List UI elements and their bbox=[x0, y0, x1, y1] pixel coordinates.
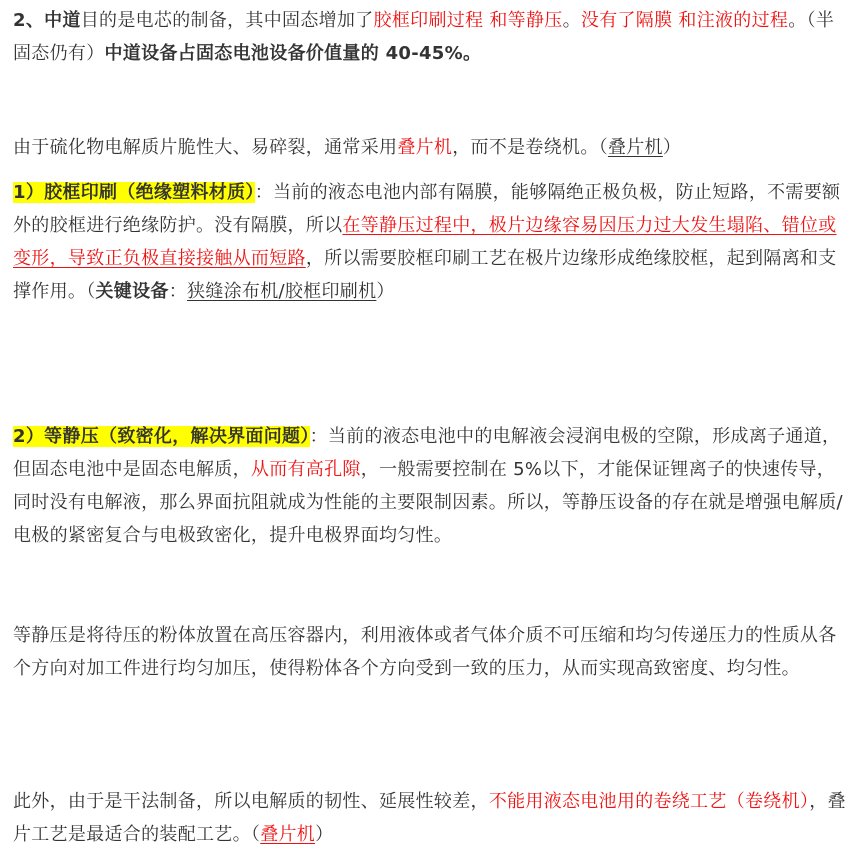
underlined-term: 叠片机 bbox=[607, 137, 663, 158]
paragraph-isostatic-definition bbox=[13, 619, 847, 685]
underlined-term: 狭缝涂布机/胶框印刷机 bbox=[187, 281, 377, 302]
text-segment: 由于硫化物电解质片脆性大、易碎裂，通常采用 bbox=[13, 137, 398, 158]
emphasis-red: 不能用液态电池用的卷绕工艺（卷绕机） bbox=[488, 791, 810, 812]
paragraph-stacking bbox=[13, 131, 847, 164]
text-segment: ，而不是卷绕机。（ bbox=[452, 137, 608, 158]
paragraph-isostatic-pressing bbox=[13, 420, 847, 552]
text-segment: ） bbox=[662, 137, 682, 158]
paragraph-dry-process bbox=[13, 785, 847, 851]
paragraph-midstage-intro bbox=[13, 4, 847, 70]
text-segment: ，叠片工艺是最适合的装配工艺。（ bbox=[13, 791, 846, 845]
emphasis-red: 没有了隔膜 和注液的过程 bbox=[580, 10, 789, 31]
section-title: 中道 bbox=[44, 10, 81, 31]
text-segment: 等静压是将待压的粉体放置在高压容器内，利用液体或者气体介质不可压缩和均匀传递压力的性质从各个方向对加工件进行均匀加压，使得粉体各个方向受到一致的压力，从而实现高致密度、均匀性。 bbox=[13, 625, 837, 679]
underlined-term: 叠片机 bbox=[260, 824, 316, 845]
highlighted-heading: 2）等静压（致密化，解决界面问题） bbox=[13, 426, 310, 447]
text-segment: 目的是电芯的制备，其中固态增加了 bbox=[80, 10, 374, 31]
text-segment: 。 bbox=[562, 10, 581, 31]
text-segment: ：当前的液态电池内部有隔膜，能够隔绝正极负极，防止短路，不需要额外的胶框进行绝缘防护。没有隔膜，所以 bbox=[13, 182, 841, 236]
emphasis-red: 从而有高孔隙 bbox=[250, 459, 361, 480]
section-number: 2、 bbox=[13, 10, 45, 31]
text-segment: ，所以需要胶框印刷工艺在极片边缘形成绝缘胶框，起到隔离和支撑作用。（ bbox=[13, 248, 837, 302]
text-segment: ） bbox=[315, 824, 334, 845]
paragraph-frame-printing bbox=[13, 176, 847, 308]
emphasis-bold: 中道设备占固态电池设备价值量的 40-45%。 bbox=[104, 43, 482, 64]
emphasis-red: 胶框印刷过程 和等静压 bbox=[373, 10, 563, 31]
text-segment: ） bbox=[376, 281, 395, 302]
text-segment: ： bbox=[168, 281, 188, 302]
emphasis-red: 叠片机 bbox=[397, 137, 453, 158]
highlighted-heading: 1）胶框印刷（绝缘塑料材质） bbox=[13, 182, 255, 203]
text-segment: ：当前的液态电池中的电解液会浸润电极的空隙，形成离子通道，但固态电池中是固态电解质， bbox=[13, 426, 841, 480]
text-segment: 。（半固态仍有） bbox=[13, 10, 835, 64]
emphasis-red-underlined: 在等静压过程中，极片边缘容易因压力过大发生塌陷、错位或变形，导致正负极直接接触从而短路 bbox=[13, 215, 837, 269]
text-segment: 此外，由于是干法制备，所以电解质的韧性、延展性较差， bbox=[13, 791, 489, 812]
emphasis-bold: 关键设备 bbox=[95, 281, 169, 302]
text-segment: ，一般需要控制在 5%以下，才能保证锂离子的快速传导，同时没有电解液，那么界面抗阻就成为性能的主要限制因素。所以，等静压设备的存在就是增强电解质/电极的紧密复合与电极致密化，提升电极界面均匀性。 bbox=[13, 459, 843, 546]
